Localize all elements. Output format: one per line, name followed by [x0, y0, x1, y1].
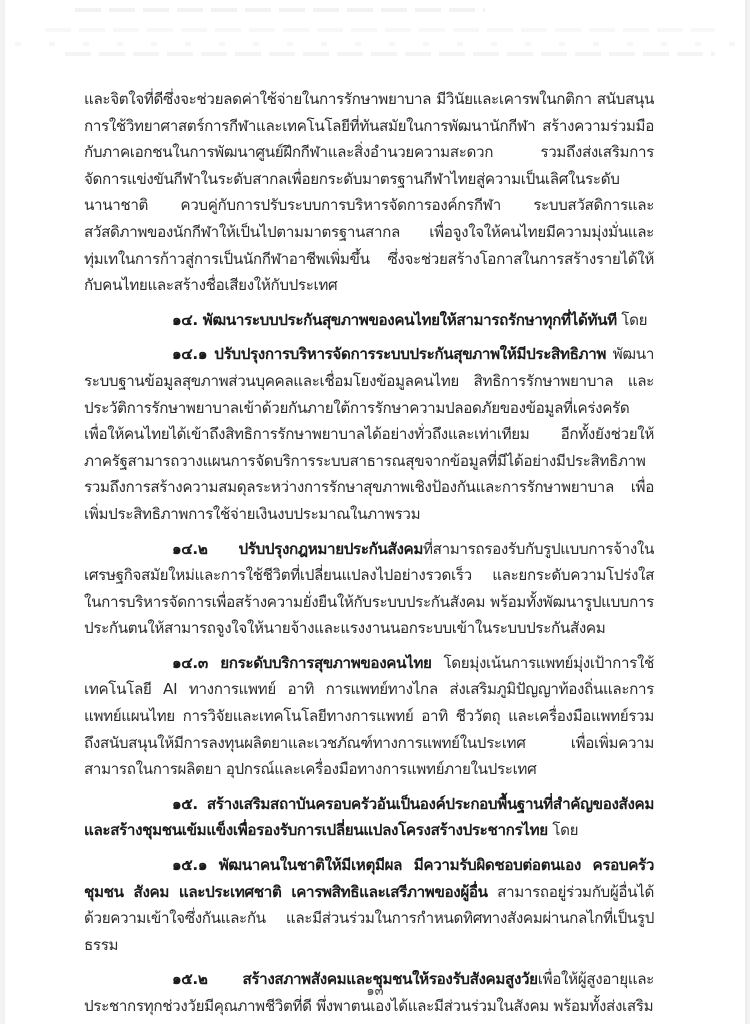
section-14-2 [84, 536, 654, 642]
paragraph-text: และจิตใจที่ดีซึ่งจะช่วยลดค่าใช้จ่ายในการรักษาพยาบาล มีวินัยและเคารพในกติกา สนับสนุนการใช้วิทยาศาสตร์การกีฬาและเทคโนโลยีที่ทันสมัยในการพัฒนานักกีฬา สร้างความร่วมมือกับภาคเอกชนในการพัฒนาศูนย์ฝึกกีฬาและสิ่งอำนวยความสะดวก รวมถึงส่งเสริมการจัดการแข่งขันกีฬาในระดับสากลเพื่อยกระดับมาตรฐานกีฬาไทยสู่ความเป็นเลิศในระดับนานาชาติ ควบคู่กับการปรับระบบการบริหารจัดการองค์กรกีฬา ระบบสวัสดิการและสวัสดิภาพของนักกีฬาให้เป็นไปตามมาตรฐานสากล เพื่อจูงใจให้คนไทยมีความมุ่งมั่นและทุ่มเทในการก้าวสู่การเป็นนักกีฬาอาชีพเพิ่มขึ้น ซึ่งจะช่วยสร้างโอกาสในการสร้างรายได้ให้กับคนไทยและสร้างชื่อเสียงให้กับประเทศ [84, 90, 654, 295]
document-body [84, 86, 654, 1020]
subsection-text: สามารถอยู่ร่วมกับผู้อื่นได้ด้วยความเข้าใจซึ่งกันและกัน และมีส่วนร่วมในการกำหนดทิศทางสังคมผ่านกลไกที่เป็นรูปธรรม [84, 882, 654, 954]
subsection-text: ที่สามารถรองรับกับรูปแบบการจ้างในเศรษฐกิจสมัยใหม่และการใช้ชีวิตที่เปลี่ยนแปลงไปอย่างรวดเร็ว และยกระดับความโปร่งใสในการบริหารจัดการเพื่อสร้างความยั่งยืนให้กับระบบประกันสังคม พร้อมทั้งพัฒนารูปแบบการประกันตนให้สามารถจูงใจให้นายจ้างและแรงงานนอกระบบเข้าในระบบประกันสังคม [84, 539, 654, 638]
subsection-heading: ๑๕.๒ สร้างสภาพสังคมและชุมชนให้รองรับสังคมสูงวัย [172, 970, 538, 989]
section-14 [84, 307, 654, 334]
section-heading: ๑๔. พัฒนาระบบประกันสุขภาพของคนไทยให้สามารถรักษาทุกที่ได้ทันที [172, 310, 617, 329]
subsection-text: พัฒนาระบบฐานข้อมูลสุขภาพส่วนบุคคลและเชื่อมโยงข้อมูลคนไทย สิทธิการรักษาพยาบาล และประวัติการรักษาพยาบาลเข้าด้วยกันภายใต้การรักษาความปลอดภัยของข้อมูลที่เคร่งครัด เพื่อให้คนไทยได้เข้าถึงสิทธิการรักษาพยาบาลได้อย่างทั่วถึงและเท่าเทียม อีกทั้งยังช่วยให้ภาครัฐสามารถวางแผนการจัดบริการระบบสาธารณสุขจากข้อมูลที่มีได้อย่างมีประสิทธิภาพ รวมถึงการสร้างความสมดุลระหว่างการรักษาสุขภาพเชิงป้องกันและการรักษาพยาบาล เพื่อเพิ่มประสิทธิภาพการใช้จ่ายเงินงบประมาณในภาพรวม [84, 345, 654, 523]
section-text: โดย [616, 310, 648, 329]
bleed-through-mark [65, 52, 715, 56]
section-heading: ๑๕. สร้างเสริมสถาบันครอบครัวอันเป็นองค์ประกอบพื้นฐานที่สำคัญของสังคมและสร้างชุมชนเข้มแข็งเพื่อรองรับการเปลี่ยนแปลงโครงสร้างประชากรไทย [84, 794, 654, 840]
subsection-heading: ๑๔.๓ ยกระดับบริการสุขภาพของคนไทย [172, 653, 432, 672]
subsection-text: โดยมุ่งเน้นการแพทย์มุ่งเป้าการใช้เทคโนโลยี AI ทางการแพทย์ อาทิ การแพทย์ทางไกล ส่งเสริมภูมิปัญญาท้องถิ่นและการแพทย์แผนไทย การวิจัยและเทคโนโลยีทางการแพทย์ อาทิ ชีววัตถุ และเครื่องมือแพทย์รวมถึงสนับสนุนให้มีการลงทุนผลิตยาและเวชภัณฑ์ทางการแพทย์ในประเทศ เพื่อเพิ่มความสามารถในการผลิตยา อุปกรณ์และเครื่องมือทางการแพทย์ภายในประเทศ [84, 653, 654, 779]
section-15-1 [84, 852, 654, 958]
section-14-3 [84, 650, 654, 783]
subsection-heading: ๑๔.๑ ปรับปรุงการบริหารจัดการระบบประกันสุขภาพให้มีประสิทธิภาพ [172, 345, 607, 364]
section-15 [84, 791, 654, 844]
paragraph-continuation [84, 86, 654, 299]
subsection-heading: ๑๔.๒ ปรับปรุงกฎหมายประกันสังคม [172, 539, 424, 558]
bleed-through-mark [45, 28, 715, 32]
bleed-through-mark [75, 8, 485, 12]
page-number: ๑๓ [366, 984, 384, 999]
bleed-through-mark [15, 42, 735, 46]
subsection-heading: ๑๕.๑ พัฒนาคนในชาติให้มีเหตุมีผล มีความรับผิดชอบต่อตนเอง ครอบครัว ชุมชน สังคม และประเทศชาติ เคารพสิทธิและเสรีภาพของผู้อื่น [84, 856, 654, 901]
subsection-text: เพื่อให้ผู้สูงอายุและประชากรทุกช่วงวัยมีคุณภาพชีวิตที่ดี พึ่งพาตนเองได้และมีส่วนร่วมในสังคม พร้อมทั้งส่งเสริม [84, 970, 654, 1015]
section-text: โดย [547, 821, 579, 840]
section-14-1 [84, 341, 654, 527]
